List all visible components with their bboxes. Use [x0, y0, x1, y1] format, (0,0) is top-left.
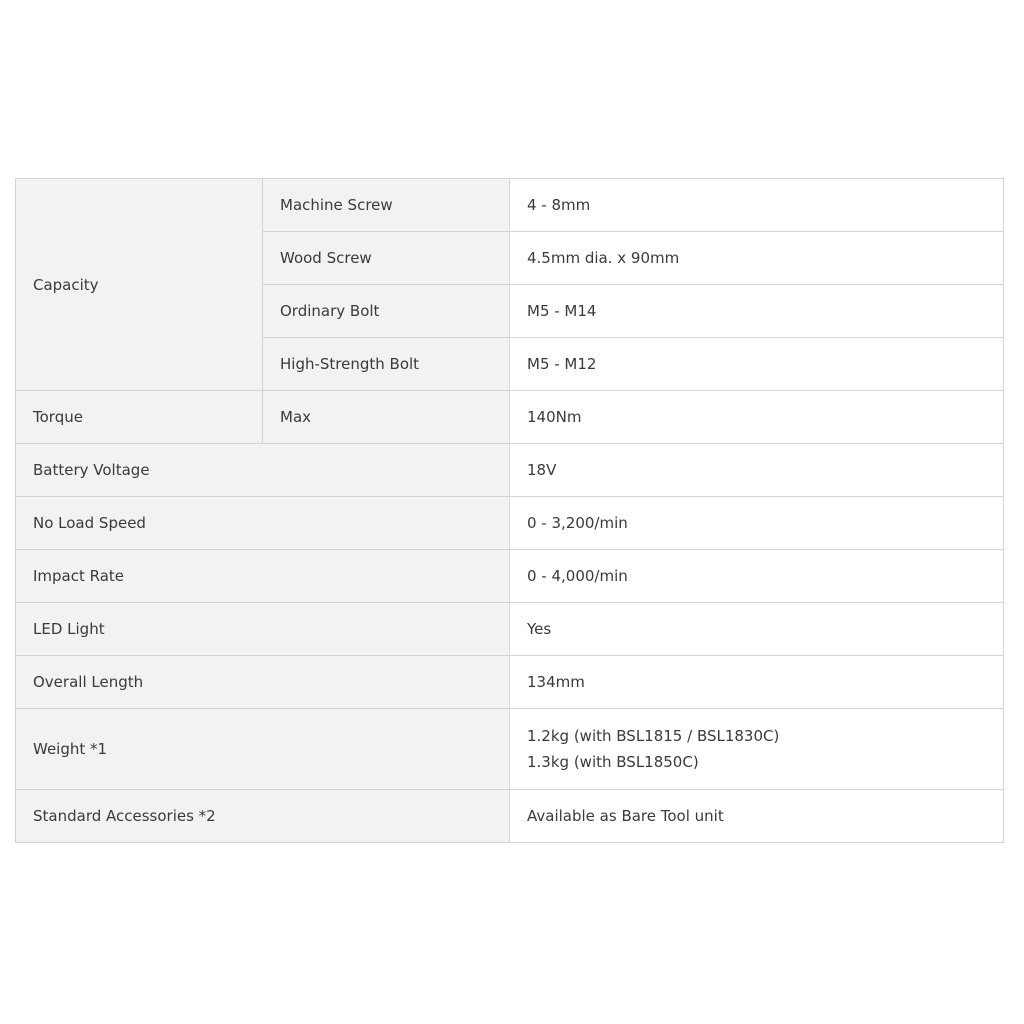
- table-row: [16, 179, 1004, 232]
- spec-value-machine-screw: 4 - 8mm: [510, 179, 1004, 232]
- spec-value-wood-screw: 4.5mm dia. x 90mm: [510, 232, 1004, 285]
- table-row: [16, 550, 1004, 603]
- spec-value-battery-voltage: 18V: [510, 444, 1004, 497]
- spec-sublabel-ordinary-bolt: Ordinary Bolt: [263, 285, 510, 338]
- spec-sublabel-machine-screw: Machine Screw: [263, 179, 510, 232]
- spec-value-standard-accessories: Available as Bare Tool unit: [510, 790, 1004, 843]
- spec-table: [15, 178, 1004, 843]
- spec-label-capacity: Capacity: [16, 179, 263, 391]
- spec-value-impact-rate: 0 - 4,000/min: [510, 550, 1004, 603]
- spec-label-torque: Torque: [16, 391, 263, 444]
- spec-sublabel-wood-screw: Wood Screw: [263, 232, 510, 285]
- spec-value-torque: 140Nm: [510, 391, 1004, 444]
- spec-sublabel-torque-max: Max: [263, 391, 510, 444]
- spec-label-standard-accessories: Standard Accessories *2: [16, 790, 510, 843]
- spec-value-ordinary-bolt: M5 - M14: [510, 285, 1004, 338]
- spec-label-led-light: LED Light: [16, 603, 510, 656]
- spec-value-no-load-speed: 0 - 3,200/min: [510, 497, 1004, 550]
- spec-value-weight-line-1: 1.2kg (with BSL1815 / BSL1830C): [527, 727, 780, 745]
- spec-value-high-strength-bolt: M5 - M12: [510, 338, 1004, 391]
- spec-label-impact-rate: Impact Rate: [16, 550, 510, 603]
- spec-label-weight: Weight *1: [16, 709, 510, 790]
- spec-value-overall-length: 134mm: [510, 656, 1004, 709]
- spec-value-weight-line-2: 1.3kg (with BSL1850C): [527, 753, 699, 771]
- spec-sublabel-high-strength-bolt: High-Strength Bolt: [263, 338, 510, 391]
- table-row: [16, 444, 1004, 497]
- spec-value-weight: [510, 709, 1004, 790]
- table-row: [16, 709, 1004, 790]
- table-row: [16, 790, 1004, 843]
- table-row: [16, 603, 1004, 656]
- spec-label-no-load-speed: No Load Speed: [16, 497, 510, 550]
- table-row: [16, 497, 1004, 550]
- table-row: [16, 391, 1004, 444]
- spec-label-battery-voltage: Battery Voltage: [16, 444, 510, 497]
- spec-label-overall-length: Overall Length: [16, 656, 510, 709]
- table-row: [16, 656, 1004, 709]
- spec-value-led-light: Yes: [510, 603, 1004, 656]
